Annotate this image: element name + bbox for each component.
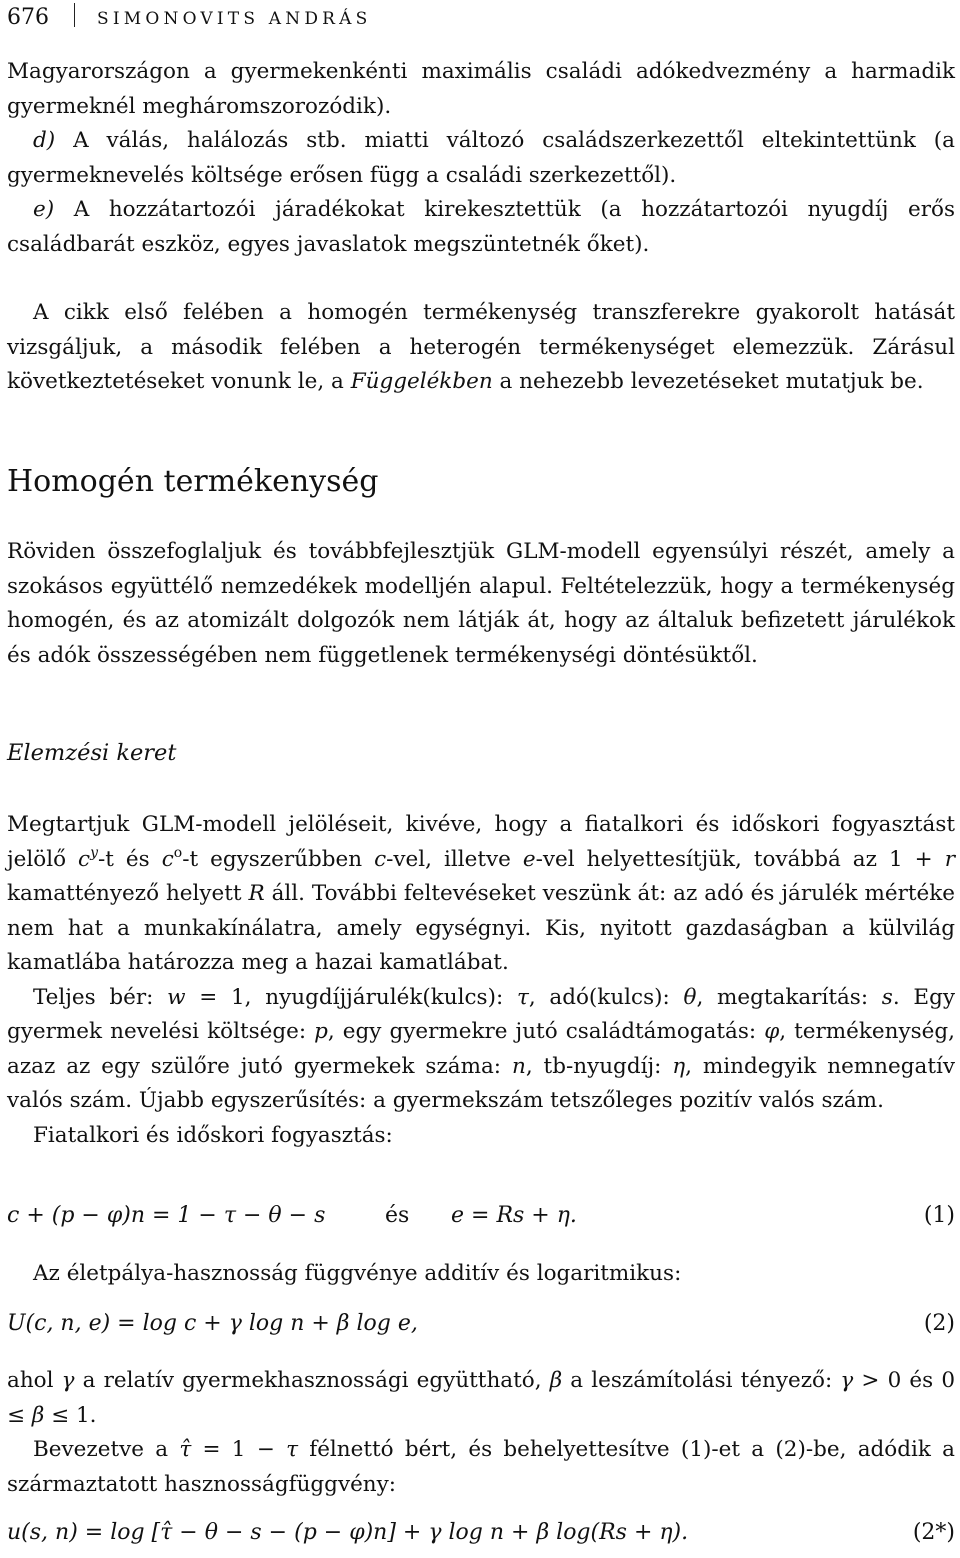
item-label: d) <box>33 128 56 153</box>
equation-1-rhs: e = Rs + η. <box>451 1203 577 1228</box>
equation-1-lhs: c + (p − φ)n = 1 − τ − θ − s <box>7 1203 326 1228</box>
utility-intro: Az életpálya-hasznosság függvénye additív és logaritmikus: <box>33 1261 682 1286</box>
section-paragraph: Röviden összefoglaljuk és továbbfejlesztjük GLM-modell egyensúlyi részét, amely a szokásos együttélő nemzedékek modelljén alapul. Feltételezzük, hogy a termékenység homogén, és az atomizált dolgozók nem látják át, hogy az általuk befizetett járulékok és adók összességében nem függetlenek termékenységi döntésüktől. <box>7 539 955 668</box>
equation-1-conjunction: és <box>385 1203 410 1228</box>
equation-1 <box>7 1203 955 1237</box>
paragraph-notation: Megtartjuk GLM-modell jelöléseit, kivéve, hogy a fiatalkori és időskori fogyasztást jelölő $c^y-t$ és $c^o-t$ egyszerűbben c-vel, illetve e-vel helyettesítjük, továbbá az 1 + r kamattényező helyett R áll. További feltevéseket veszünk át: az adó és járulék mértéke nem hat a munkakínálatra, amely egységnyi. Kis, nyitott gazdaságban a külvilág kamatlába határozza meg a hazai kamatlábat. <box>7 812 955 975</box>
intro-item-d: d) A válás, halálozás stb. miatti változó családszerkezettől eltekintettünk (a gyermeknevelés költsége erősen függ a családi szerkezettől). <box>7 128 955 188</box>
header-divider <box>74 3 75 27</box>
equation-2-body: U(c, n, e) = log c + γ log n + β log e, <box>7 1311 418 1336</box>
framework-body <box>7 808 955 1153</box>
parameters-paragraph: ahol γ a relatív gyermekhasznossági együttható, β a leszámítolási tényező: γ > 0 és 0 ≤ β ≤ 1. Bevezetve a τ̂ = 1 − τ félnettó bért, és behelyettesítve (1)-et a (2)-be, adódik a származtatott hasznosságfüggvény: <box>7 1368 955 1497</box>
equation-number: (2*) <box>912 1520 955 1545</box>
equation-2-star-body: u(s, n) = log [τ̂ − θ − s − (p − φ)n] + γ log n + β log(Rs + η). <box>7 1520 689 1545</box>
subsection-heading: Elemzési keret <box>7 740 177 766</box>
equation-number: (1) <box>923 1203 955 1228</box>
equation-number: (2) <box>923 1311 955 1336</box>
item-label: e) <box>33 197 55 222</box>
intro-item-e: e) A hozzátartozói járadékokat kirekesztettük (a hozzátartozói nyugdíj erős családbarát eszköz, egyes javaslatok megszüntetnék őket). <box>7 197 955 257</box>
equation-2 <box>7 1311 955 1345</box>
page-number: 676 <box>7 5 49 30</box>
running-head <box>7 3 372 31</box>
intro-list <box>7 55 955 262</box>
intro-item-c: Magyarországon a gyermekenkénti maximális családi adókedvezmény a harmadik gyermeknél megháromszorozódik). <box>7 59 955 119</box>
section-heading: Homogén termékenység <box>7 464 379 499</box>
equation-2-star <box>7 1520 955 1554</box>
plan-paragraph: A cikk első felében a homogén termékenység transzferekre gyakorolt hatását vizsgáljuk, a második felében a heterogén termékenységet elemezzük. Zárásul következtetéseket vonunk le, a Függelékben a nehezebb levezetéseket mutatjuk be. <box>7 300 955 394</box>
running-head-author: SIMONOVITS ANDRÁS <box>97 9 372 29</box>
paragraph-variables: Teljes bér: w = 1, nyugdíjjárulék(kulcs): τ, adó(kulcs): θ, megtakarítás: s. Egy gyermek nevelési költsége: p, egy gyermekre jutó családtámogatás: φ, termékenység, azaz az egy szülőre jutó gyermekek száma: n, tb-nyugdíj: η, mindegyik nemnegatív valós szám. Újabb egyszerűsítés: a gyermekszám tetszőleges pozitív valós szám. <box>7 984 955 1113</box>
paragraph-consumption-intro: Fiatalkori és időskori fogyasztás: <box>33 1122 393 1148</box>
